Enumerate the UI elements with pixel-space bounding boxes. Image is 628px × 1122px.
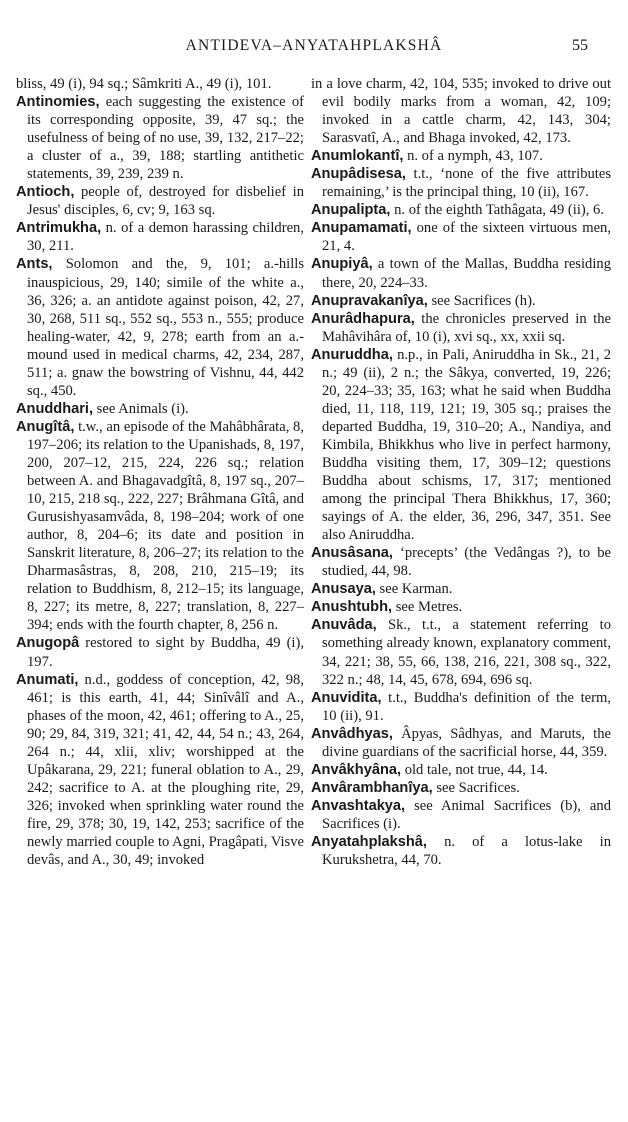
index-entry — [311, 147, 611, 165]
entry-text: restored to sight by Buddha, 49 (i), 197. — [27, 635, 304, 670]
entry-headword: Anuddhari, — [16, 400, 94, 417]
entry-text: n. of the eighth Tathâgata, 49 (ii), 6. — [390, 202, 604, 219]
entry-text: a town of the Mallas, Buddha residing there, 20, 224–33. — [322, 256, 611, 291]
entry-text: Solomon and the, 9, 101; a.-hills inauspicious, 29, 140; simile of the white a., 36, 326; a. an antidote against poison, 42, 27, 30, 268, 511 sq., 552 sq., 553 n., 555; produce healing-water, 42, 9, 278; earth from an a.-mound used in medical charms, 42, 234, 287, 511; a. gnaw the bowstring of Vishnu, 44, 442 sq., 450. — [27, 256, 304, 399]
entry-headword: Antrimukha, — [16, 220, 102, 237]
entry-headword: Anushtubh, — [311, 599, 393, 616]
index-entry — [311, 75, 611, 147]
index-entry — [311, 598, 611, 616]
entry-headword: Anvâdhyas, — [311, 725, 393, 742]
index-entry — [16, 634, 304, 670]
entry-headword: Anuvidita, — [311, 689, 382, 706]
index-entry — [311, 255, 611, 291]
entry-headword: Anupiyâ, — [311, 256, 373, 273]
index-entry — [311, 580, 611, 598]
entry-text: people of, destroyed for disbelief in Jesus' disciples, 6, cv; 9, 163 sq. — [27, 184, 304, 219]
index-entry — [311, 797, 611, 833]
entry-headword: Anusâsana, — [311, 545, 393, 562]
entry-text: n. of a nymph, 43, 107. — [403, 148, 543, 165]
index-entry — [311, 689, 611, 725]
entry-text: bliss, 49 (i), 94 sq.; Sâmkriti A., 49 (i), 101. — [16, 76, 272, 92]
left-column — [16, 75, 304, 869]
entry-text: ‘precepts’ (the Vedângas ?), to be studied, 44, 98. — [322, 545, 611, 580]
entry-headword: Anvâkhyâna, — [311, 761, 402, 778]
index-entry — [16, 400, 304, 418]
index-entry — [16, 418, 304, 635]
entry-text: old tale, not true, 44, 14. — [401, 761, 548, 778]
index-entry — [311, 165, 611, 201]
index-entry — [311, 616, 611, 688]
entry-headword: Anuvâda, — [311, 617, 377, 634]
entry-headword: Anvashtakya, — [311, 797, 406, 814]
entry-text: n. of a demon harassing children, 30, 211. — [27, 220, 304, 255]
entry-text: Âpyas, Sâdhyas, and Maruts, the divine guardians of the sacrificial horse, 44, 359. — [322, 725, 611, 760]
entry-headword: Anumati, — [16, 671, 79, 688]
entry-text: t.w., an episode of the Mahâbhârata, 8, 197–206; its relation to the Upanishads, 8, 197, 200, 207–12, 215, 224, 226 sq.; relation between A. and Bhagavadgîtâ, 8, 197 sq., 207–10, 215, 218 sq., 222, 227; Brâhmana Gîtâ, and Gurusishyasamvâda, 8, 198–204; work of one author, 8, 204–6; its date and position in Sanskrit literature, 8, 206–27; its relation to the Dharmasâstras, 8, 208, 210, 215–19; its relation to Buddhism, 8, 212–15; its language, 8, 227; its metre, 8, 227; translation, 8, 227–394; ends with the fourth chapter, 8, 256 n. — [27, 418, 304, 634]
index-entry — [311, 544, 611, 580]
entry-text: one of the sixteen virtuous men, 21, 4. — [322, 220, 611, 255]
right-column — [311, 75, 611, 869]
entry-text: see Metres. — [392, 599, 463, 616]
entry-text: n.p., in Pali, Aniruddha in Sk., 21, 2 n.; 49 (ii), 2 n.; the Sâkya, converted, 19, 226; 20, 224–33; 35, 163; what he said when Buddha died, 11, 118, 119, 121; 19, 305 sq.; praises the departed Buddha, 19, 310–20; A., Nandiya, and Kimbila, Bhikkhus who live in perfect harmony, Buddha visiting them, 17, 309–12; questions Buddha about schisms, 17, 317; mentioned among the principal Thera Bhikkhus, 17, 360; sayings of A. the elder, 36, 296, 347, 351. See also Aniruddha. — [322, 346, 611, 544]
index-entry — [311, 201, 611, 219]
entry-headword: Antioch, — [16, 184, 75, 201]
page-number: 55 — [572, 37, 588, 54]
entry-text: each suggesting the existence of its corresponding opposite, 39, 47 sq.; the usefulness of being of no use, 39, 132, 217–22; a cluster of a., 39, 188; startling antithetic statements, 39, 239, 239 n. — [27, 94, 304, 183]
entry-text: n.d., goddess of conception, 42, 98, 461; is this earth, 41, 44; Sinîvâlî and A., phases of the moon, 42, 461; offering to A., 25, 90; 29, 84, 319, 321; 41, 42, 44, 54 n.; 43, 264, 264 n.; 44, xlii, xliv; worshipped at the Upâkarana, 29, 221; funeral oblation to A., 29, 242; sacrifice to A. at the ploughing rite, 29, 326; invoked when sprinkling water round the fire, 29, 378; 30, 19, 142, 253; sacrifice of the newly married couple to Agni, Pragâpati, Visve devâs, and A., 30, 49; invoked — [27, 671, 304, 869]
index-entry — [311, 346, 611, 545]
entry-headword: Anumlokantî, — [311, 148, 404, 165]
entry-headword: Anurâdhapura, — [311, 310, 415, 327]
index-entry — [16, 219, 304, 255]
index-entry — [311, 310, 611, 346]
entry-headword: Anvârambhanîya, — [311, 779, 433, 796]
entry-headword: Anupalipta, — [311, 202, 391, 219]
entry-text: see Sacrifices (h). — [427, 292, 536, 309]
entry-headword: Antinomies, — [16, 94, 100, 111]
entry-text: Sk., t.t., a statement referring to something already known, explanatory comment, 34, 221; 38, 55, 66, 138, 216, 221, 308 sq., 322, 322 n.; 48, 14, 45, 678, 694, 696 sq. — [322, 617, 611, 688]
index-entry — [311, 761, 611, 779]
entry-text: see Animal Sacrifices (b), and Sacrifices (i). — [322, 797, 611, 832]
entry-headword: Anusaya, — [311, 581, 376, 598]
entry-text: in a love charm, 42, 104, 535; invoked to drive out evil bodily marks from a woman, 42, 109; invoked in a cattle charm, 42, 143, 304; Sarasvatî, A., and Bhaga invoked, 42, 173. — [311, 76, 611, 147]
index-entry — [311, 292, 611, 310]
entry-text: see Sacrifices. — [432, 779, 520, 796]
index-entry — [16, 93, 304, 183]
entry-headword: Ants, — [16, 256, 53, 273]
entry-text: n. of a lotus-lake in Kurukshetra, 44, 70. — [322, 833, 611, 869]
index-entry — [16, 671, 304, 870]
index-entry — [16, 183, 304, 219]
entry-text: t.t., ‘none of the five attributes remaining,’ is the principal thing, 10 (ii), 167. — [322, 166, 611, 201]
running-head: ANTIDEVA–ANYATAHPLAKSHÂ — [185, 37, 443, 54]
entry-headword: Anupamamati, — [311, 220, 412, 237]
entry-headword: Anupâdisesa, — [311, 166, 406, 183]
entry-text: see Animals (i). — [93, 400, 189, 417]
index-entry — [16, 255, 304, 399]
entry-text: see Karman. — [375, 581, 453, 598]
index-entry — [16, 75, 304, 93]
index-entry — [311, 779, 611, 797]
index-entry — [311, 833, 611, 869]
page-header — [0, 37, 628, 57]
entry-headword: Anyatahplakshâ, — [311, 833, 427, 850]
entry-headword: Anugopâ — [16, 635, 80, 652]
index-entry — [311, 725, 611, 761]
entry-headword: Anugîtâ, — [16, 418, 75, 435]
index-entry — [311, 219, 611, 255]
entry-headword: Anuruddha, — [311, 346, 393, 363]
entry-text: the chronicles preserved in the Mahâvihâra of, 10 (i), xvi sq., xx, xxii sq. — [322, 310, 611, 345]
entry-headword: Anupravakanîya, — [311, 292, 428, 309]
entry-text: t.t., Buddha's definition of the term, 10 (ii), 91. — [322, 689, 611, 724]
